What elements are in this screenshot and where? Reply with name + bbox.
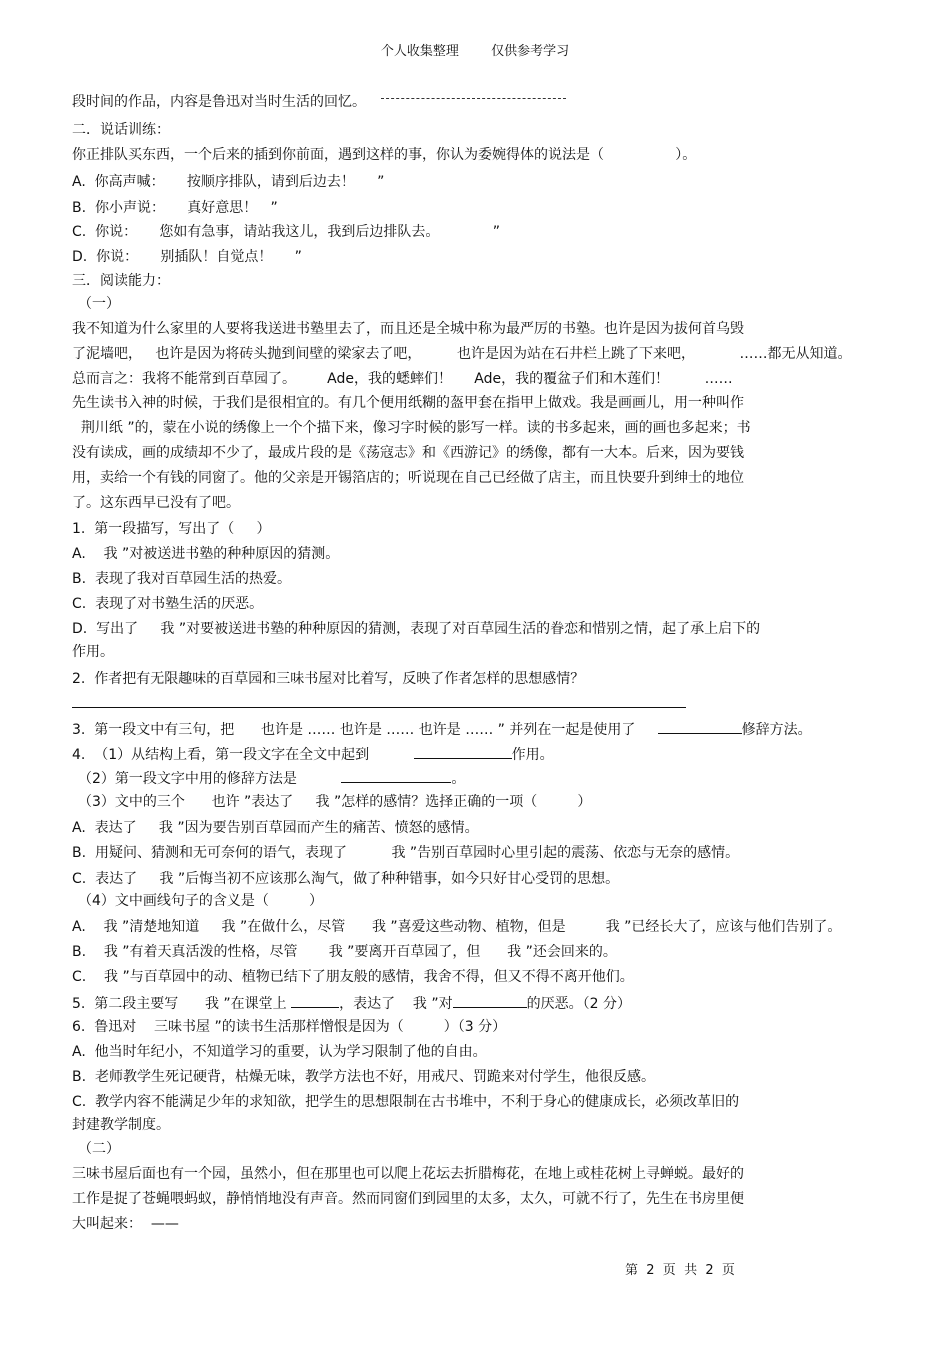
option-line: B. 我 ”有着天真活泼的性格，尽管 我 ”要离开百草园了，但 我 ”还会回来的。 [72, 944, 617, 960]
question-3-tail: 修辞方法。 [741, 722, 812, 738]
option-line: C. 教学内容不能满足少年的求知欲，把学生的思想限制在古书堆中，不利于身心的健康成长，必须改革旧的 [72, 1094, 740, 1110]
question-5-tail: 的厌恶。（2 分） [526, 996, 631, 1012]
passage-line: 了泥墙吧， 也许是因为将砖头抛到间壁的梁家去了吧， 也许是因为站在石井栏上跳了下来吧， ……都无从知道。 [72, 346, 852, 362]
option-line: A. 表达了 我 ”因为要告别百草园而产生的痛苦、愤怒的感情。 [72, 820, 479, 836]
question-5-mid: ，表达了 我 ”对 [339, 996, 453, 1012]
question-3-text: 3. 第一段文中有三句，把 也许是 …… 也许是 …… 也许是 …… ” 并列在一起是使用了 [72, 722, 658, 738]
passage-line: 工作是捉了苍蝇喂蚂蚁，静悄悄地没有声音。然而同窗们到园里的太多，太久，可就不行了，先生在书房里便 [72, 1191, 744, 1207]
question-5-text: 5. 第二段主要写 我 ”在课堂上 [72, 996, 292, 1012]
fill-blank [341, 768, 451, 783]
option-line: B. 你小声说： 真好意思！ ” [72, 200, 278, 216]
passage-line: 总而言之：我将不能常到百草园了。 Ade，我的蟋蟀们！ Ade，我的覆盆子们和木莲们！ …… [72, 371, 733, 387]
option-line: C. 我 ”与百草园中的动、植物已结下了朋友般的感情，我舍不得，但又不得不离开他们。 [72, 969, 634, 985]
option-line: A. 我 ”清楚地知道 我 ”在做什么，尽管 我 ”喜爱这些动物、植物，但是 我 ”已经长大了，应该与他们告别了。 [72, 919, 842, 935]
fill-blank [658, 719, 742, 734]
question-line: 2. 作者把有无限趣味的百草园和三味书屋对比着写，反映了作者怎样的思想感情？ [72, 671, 585, 687]
question-line [72, 993, 631, 1013]
header-divider [381, 98, 566, 99]
header-left-text: 个人收集整理 [380, 44, 459, 59]
question-line: （4）文中画线句子的含义是（ ） [78, 893, 323, 909]
answer-line [72, 707, 686, 708]
option-line: A. 你高声喊： 按顺序排队，请到后边去！ ” [72, 174, 385, 190]
option-line: A. 他当时年纪小，不知道学习的重要，认为学习限制了他的自由。 [72, 1044, 487, 1060]
question-line: （3）文中的三个 也许 ”表达了 我 ”怎样的感情？选择正确的一项（ ） [78, 794, 592, 810]
passage-line: 我不知道为什么家里的人要将我送进书塾里去了，而且还是全城中称为最严厉的书塾。也许是因为拔何首乌毁 [72, 321, 744, 337]
fill-blank [414, 744, 512, 759]
question-4-2-text: （2）第一段文字中用的修辞方法是 [78, 771, 342, 787]
fill-blank [291, 993, 339, 1008]
question-line: 6. 鲁迅对 三味书屋 ”的读书生活那样憎恨是因为（ ）（3 分） [72, 1019, 507, 1035]
page-footer: 第 2 页 共 2 页 [625, 1263, 735, 1278]
text-line: 段时间的作品，内容是鲁迅对当时生活的回忆。 [72, 94, 366, 110]
section-heading: 三．阅读能力： [72, 273, 170, 289]
option-line: B. 老师教学生死记硬背，枯燥无味，教学方法也不好，用戒尺、罚跪来对付学生，他很反感。 [72, 1069, 655, 1085]
option-line: D. 你说： 别插队！自觉点！ ” [72, 249, 302, 265]
option-line: C. 表现了对书塾生活的厌恶。 [72, 596, 264, 612]
option-line: B. 用疑问、猜测和无可奈何的语气，表现了 我 ”告别百草园时心里引起的震荡、依恋与无奈的感情。 [72, 845, 740, 861]
question-4-2-tail: 。 [451, 771, 466, 787]
question-4-tail: 作用。 [511, 747, 554, 763]
option-line: B. 表现了我对百草园生活的热爱。 [72, 571, 291, 587]
passage-line: 大叫起来： —— [72, 1216, 179, 1232]
passage-line: 三味书屋后面也有一个园，虽然小，但在那里也可以爬上花坛去折腊梅花，在地上或桂花树上寻蝉蜕。最好的 [72, 1166, 744, 1182]
passage-line: 荆川纸 ”的，蒙在小说的绣像上一个个描下来，像习字时候的影写一样。读的书多起来，画的画也多起来；书 [72, 420, 751, 436]
option-line: C. 表达了 我 ”后悔当初不应该那么淘气，做了种种错事，如今只好甘心受罚的思想。 [72, 871, 620, 887]
option-line: D. 写出了 我 ”对要被送进书塾的种种原因的猜测，表现了对百草园生活的眷恋和惜别之情，起了承上启下的 [72, 621, 761, 637]
option-line: A. 我 ”对被送进书塾的种种原因的猜测。 [72, 546, 340, 562]
question-line [72, 744, 554, 764]
fill-blank [453, 993, 527, 1008]
question-line [72, 719, 812, 739]
passage-line: 先生读书入神的时候，于我们是很相宜的。有几个便用纸糊的盔甲套在指甲上做戏。我是画画儿，用一种叫作 [72, 395, 744, 411]
subsection-heading: （一） [78, 296, 120, 312]
option-line: C. 你说： 您如有急事，请站我这儿，我到后边排队去。 ” [72, 224, 501, 240]
option-line: 作用。 [72, 644, 114, 660]
question-line [78, 768, 465, 788]
section-heading: 二．说话训练： [72, 122, 170, 138]
passage-line: 没有读成，画的成绩却不少了，最成片段的是《荡寇志》和《西游记》的绣像，都有一大本。后来，因为要钱 [72, 445, 744, 461]
question-line: 你正排队买东西，一个后来的插到你前面，遇到这样的事，你认为委婉得体的说法是（ ）。 [72, 147, 697, 163]
question-line: 1. 第一段描写，写出了（ ） [72, 521, 271, 537]
page-header [0, 40, 950, 59]
header-right-text: 仅供参考学习 [491, 44, 570, 59]
question-4-text: 4. （1）从结构上看，第一段文字在全文中起到 [72, 747, 414, 763]
passage-line: 用，卖给一个有钱的同窗了。他的父亲是开锡箔店的；听说现在自己已经做了店主，而且快要升到绅士的地位 [72, 470, 744, 486]
passage-line: 了。这东西早已没有了吧。 [72, 495, 240, 511]
option-line: 封建教学制度。 [72, 1117, 170, 1133]
subsection-heading: （二） [78, 1141, 120, 1157]
